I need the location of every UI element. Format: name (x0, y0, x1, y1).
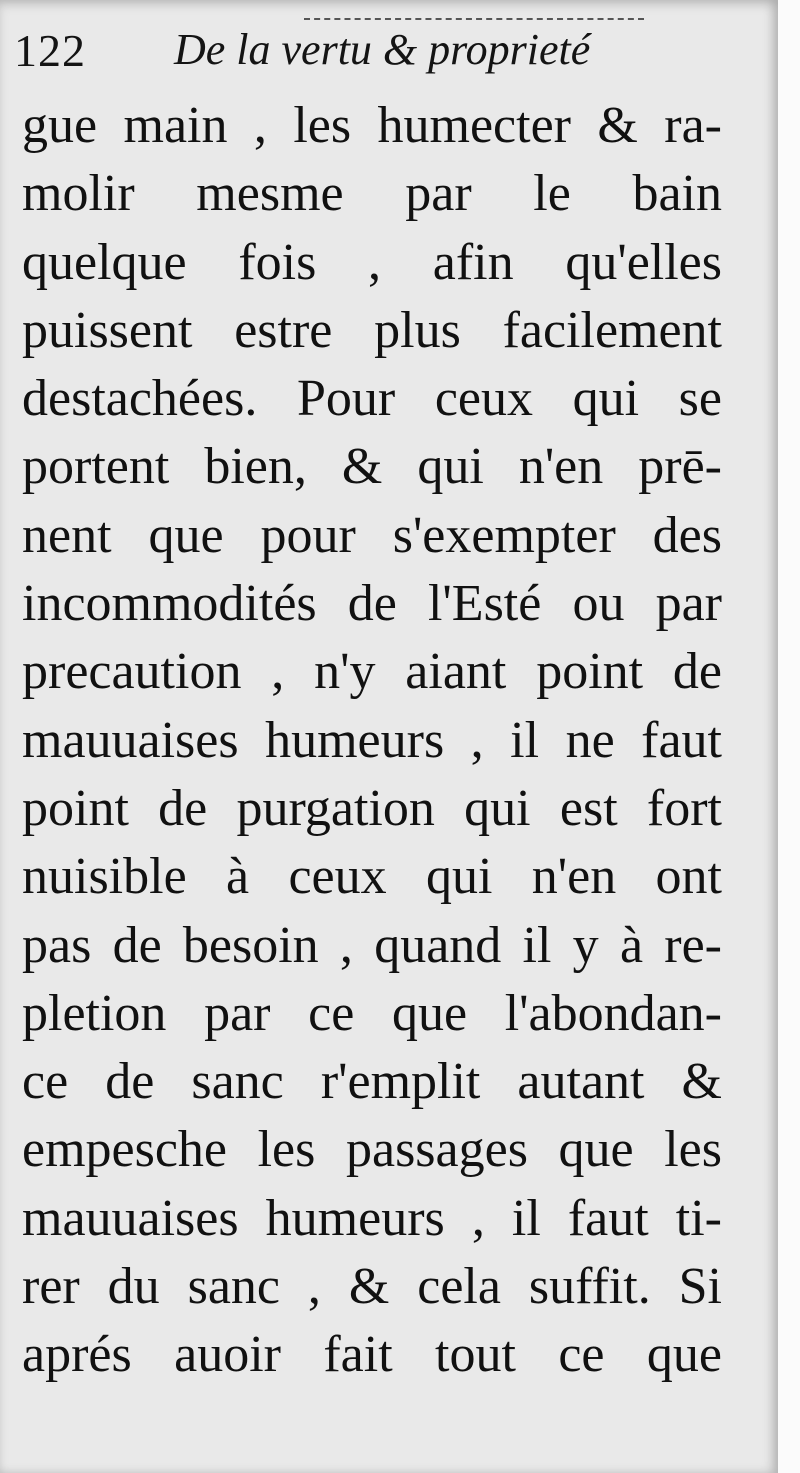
page-number: 122 (14, 25, 86, 76)
text-line: puissent estre plus facilement (22, 301, 722, 359)
text-line: point de purgation qui est fort (22, 779, 722, 837)
header-rule (304, 18, 644, 20)
text-line: gue main , les humecter & ra- (22, 97, 722, 154)
text-line: precaution , n'y aiant point de (22, 643, 722, 701)
text-line: incommodités de l'Esté ou par (22, 575, 722, 633)
text-line: molir mesme par le bain (22, 165, 722, 223)
text-line: rer du sanc , & cela suffit. Si (22, 1258, 722, 1316)
text-line: quelque fois , afin qu'elles (22, 233, 722, 291)
text-line: empesche les passages que les (22, 1121, 722, 1179)
text-line: aprés auoir fait tout ce que (22, 1326, 722, 1384)
text-line: nuisible à ceux qui n'en ont (22, 848, 722, 906)
text-line: nent que pour s'exempter des (22, 506, 722, 564)
text-line: pas de besoin , quand il y à re- (22, 916, 722, 974)
page-header (14, 18, 714, 88)
text-line: portent bien, & qui n'en prē- (22, 438, 722, 496)
running-title: De la vertu & proprieté (174, 25, 591, 74)
body-text (22, 92, 722, 1452)
text-line: mauuaises humeurs , il faut ti- (22, 1189, 722, 1247)
text-line: ce de sanc r'emplit autant & (22, 1053, 722, 1111)
text-line: mauuaises humeurs , il ne faut (22, 711, 722, 769)
text-line: pletion par ce que l'abondan- (22, 984, 722, 1042)
text-line: destachées. Pour ceux qui se (22, 370, 722, 428)
page-edge-margin (778, 0, 800, 1473)
